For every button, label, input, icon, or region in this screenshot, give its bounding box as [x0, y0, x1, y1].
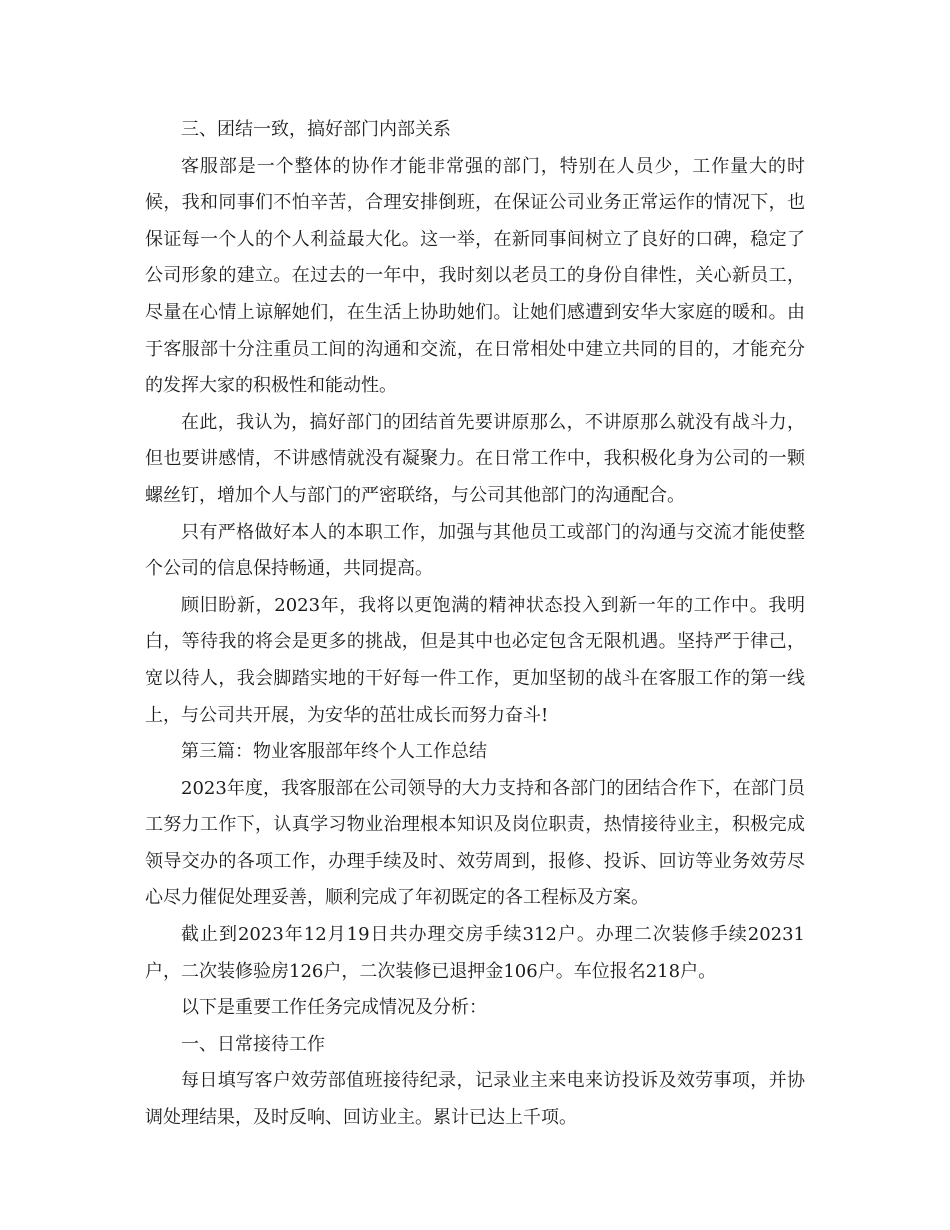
document-body: [145, 112, 805, 1137]
paragraph-task-intro: 以下是重要工作任务完成情况及分析：: [181, 997, 487, 1019]
paragraph-reception-log: 每日填写客户效劳部值班接待纪录，记录业主来电来访投诉及效劳事项，并协调处理结果，及时反响、回访业主。累计已达上千项。: [145, 1070, 805, 1129]
paragraph-statistics: 截止到2023年12月19日共办理交房手续312户。办理二次装修手续20231户，二次装修验房126户，二次装修已退押金106户。车位报名218户。: [145, 924, 805, 982]
paragraph-teamwork: 客服部是一个整体的协作才能非常强的部门，特别在人员少，工作量大的时候，我和同事们不怕辛苦，合理安排倒班，在保证公司业务正常运作的情况下，也保证每一个人的个人利益最大化。这一举，在新同事间树立了良好的口碑，稳定了公司形象的建立。在过去的一年中，我时刻以老员工的身份自律性，关心新员工，尽量在心情上谅解她们，在生活上协助她们。让她们感遭到安华大家庭的暖和。由于客服部十分注重员工间的沟通和交流，在日常相处中建立共同的目的，才能充分的发挥大家的积极性和能动性。: [145, 155, 805, 397]
paragraph-principles: 在此，我认为，搞好部门的团结首先要讲原那么，不讲原那么就没有战斗力，但也要讲感情，不讲感情就没有凝聚力。在日常工作中，我积极化身为公司的一颗螺丝钉，增加个人与部门的严密联络，与公司其他部门的沟通配合。: [145, 411, 805, 506]
paragraph-communication: 只有严格做好本人的本职工作，加强与其他员工或部门的沟通与交流才能使整个公司的信息保持畅通，共同提高。: [145, 521, 805, 580]
section-heading-reception: 一、日常接待工作: [181, 1033, 325, 1055]
paragraph-annual-summary: 2023年度，我客服部在公司领导的大力支持和各部门的团结合作下，在部门员工努力工作下，认真学习物业治理根本知识及岗位职责，热情接待业主，积极完成领导交办的各项工作，办理手续及时、效劳周到，报修、投诉、回访等业务效劳尽心尽力催促处理妥善，顺利完成了年初既定的各工程标及方案。: [145, 777, 805, 909]
section-heading-unity: 三、团结一致，搞好部门内部关系: [181, 119, 451, 140]
chapter-title-third: 第三篇：物业客服部年终个人工作总结: [181, 741, 487, 763]
paragraph-outlook: 顾旧盼新，2023年，我将以更饱满的精神状态投入到新一年的工作中。我明白，等待我的将会是更多的挑战，但是其中也必定包含无限机遇。坚持严于律己，宽以待人，我会脚踏实地的干好每一件工作，更加坚韧的战斗在客服工作的第一线上，与公司共开展，为安华的茁壮成长而努力奋斗!: [145, 594, 805, 726]
